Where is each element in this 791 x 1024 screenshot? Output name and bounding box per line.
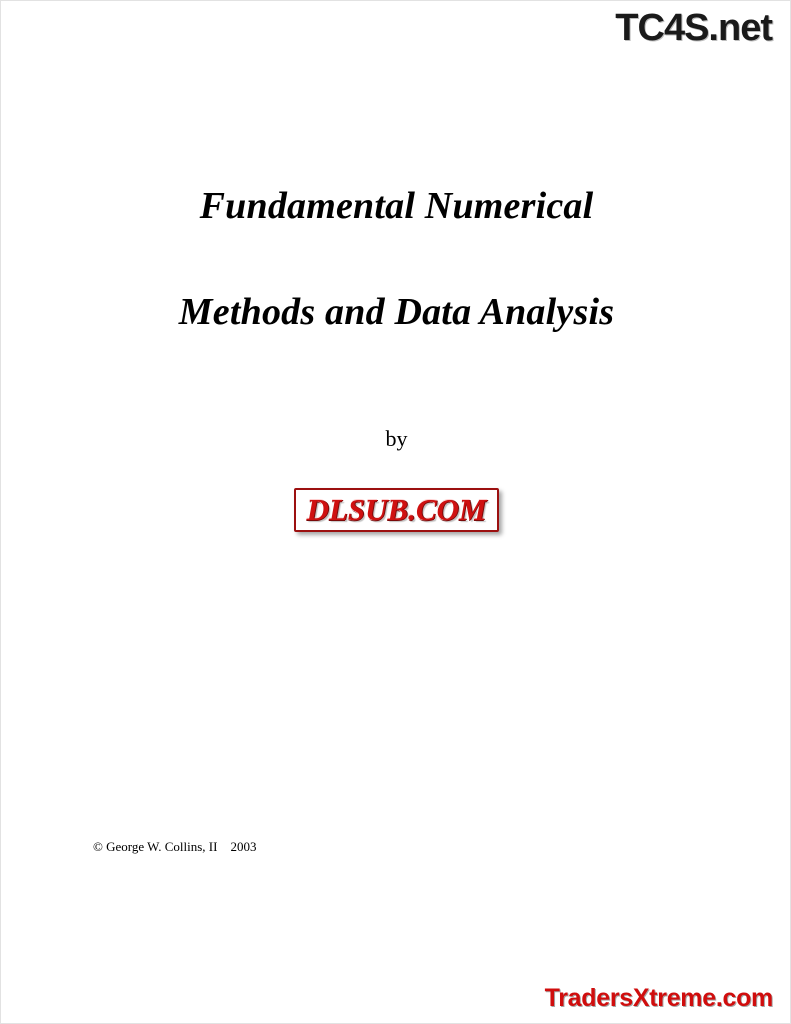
page-title-line-1: Fundamental Numerical <box>199 185 594 227</box>
title-block <box>1 187 791 333</box>
watermark-top-right: TC4S.net <box>615 7 772 49</box>
copyright-notice: © George W. Collins, II 2003 <box>93 839 257 854</box>
page-title-line-2: Methods and Data Analysis <box>178 290 615 333</box>
watermark-bottom-right: TradersXtreme.com <box>544 984 773 1012</box>
byline-label: by <box>385 426 408 451</box>
author-watermark-text: DLSUB.COM <box>306 492 487 527</box>
author-watermark-stamp <box>294 488 498 532</box>
author-stamp-container <box>1 488 791 532</box>
